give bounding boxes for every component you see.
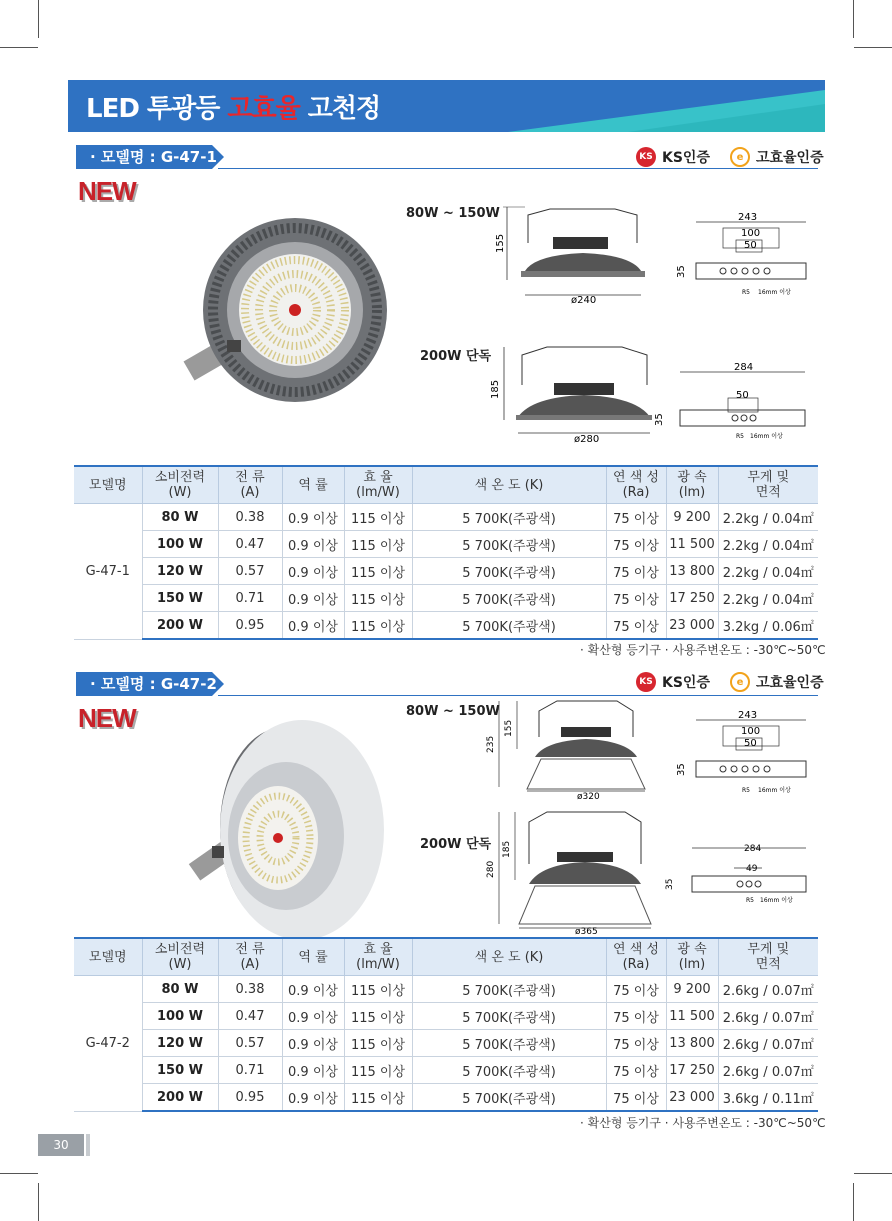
cell: 0.9 이상	[282, 585, 344, 612]
spec-table	[74, 937, 818, 1112]
cell: 115 이상	[344, 976, 412, 1003]
cell: 3.2kg / 0.06㎡	[718, 612, 818, 640]
ks-cert-label: KS인증	[662, 675, 710, 691]
cell: 13 800	[666, 558, 718, 585]
page-header-banner	[68, 80, 825, 132]
dim-width: 284	[734, 362, 754, 373]
bracket-diagram	[668, 210, 818, 300]
title-highlight: 고효율	[227, 94, 300, 124]
col-header-cri: 연 색 성 (Ra)	[606, 466, 666, 504]
dim-width: 50	[744, 240, 757, 251]
cell: 0.9 이상	[282, 612, 344, 640]
dim-width: 284	[744, 844, 762, 854]
cell: 2.2kg / 0.04㎡	[718, 504, 818, 531]
table-row	[74, 585, 818, 612]
cell: 0.38	[218, 504, 282, 531]
cell: 75 이상	[606, 1084, 666, 1112]
cell: 0.9 이상	[282, 1084, 344, 1112]
cell: 5 700K(주광색)	[412, 612, 606, 640]
title-part: 고천정	[299, 94, 381, 124]
col-header-current: 전 류 (A)	[218, 466, 282, 504]
col-header-weight: 무게 및 면적	[718, 466, 818, 504]
col-header-model: 모델명	[74, 466, 142, 504]
efficiency-cert-label: 고효율인증	[755, 675, 824, 691]
ks-mark-icon: KS	[636, 672, 656, 692]
diagram-label: 200W 단독	[420, 837, 492, 852]
cell: 17 250	[666, 1057, 718, 1084]
cell: 5 700K(주광색)	[412, 504, 606, 531]
cell: 150 W	[142, 585, 218, 612]
cell: 115 이상	[344, 1084, 412, 1112]
cell: 9 200	[666, 976, 718, 1003]
dim-height: 35	[654, 413, 665, 426]
dim-note: R5	[736, 433, 744, 440]
cell: 0.9 이상	[282, 558, 344, 585]
cell: 0.9 이상	[282, 1003, 344, 1030]
col-header-cct: 색 온 도 (K)	[412, 938, 606, 976]
cell: 2.2kg / 0.04㎡	[718, 531, 818, 558]
col-header-power: 소비전력 (W)	[142, 938, 218, 976]
product-image	[175, 215, 385, 415]
cell: 5 700K(주광색)	[412, 1084, 606, 1112]
cell: 2.2kg / 0.04㎡	[718, 558, 818, 585]
cell: 115 이상	[344, 558, 412, 585]
cell: 0.9 이상	[282, 504, 344, 531]
dim-note: R5	[742, 289, 750, 296]
cell: 115 이상	[344, 1003, 412, 1030]
cell: 5 700K(주광색)	[412, 976, 606, 1003]
model-cell: G-47-1	[74, 504, 142, 640]
dim-width: 243	[738, 710, 758, 721]
model-cell: G-47-2	[74, 976, 142, 1112]
cell: 2.6kg / 0.07㎡	[718, 976, 818, 1003]
table-row	[74, 612, 818, 640]
dim-width: 50	[736, 390, 749, 401]
cell: 100 W	[142, 531, 218, 558]
side-view-diagram	[485, 808, 655, 936]
col-header-efficiency: 효 율 (lm/W)	[344, 466, 412, 504]
cell: 115 이상	[344, 1030, 412, 1057]
ks-cert-label: KS인증	[662, 150, 710, 166]
cell: 75 이상	[606, 976, 666, 1003]
cell: 80 W	[142, 976, 218, 1003]
cell: 150 W	[142, 1057, 218, 1084]
dim-height: 185	[490, 379, 501, 399]
dim-height: 155	[495, 233, 506, 253]
cell: 0.57	[218, 558, 282, 585]
section-rule	[218, 695, 818, 696]
col-header-current: 전 류 (A)	[218, 938, 282, 976]
col-header-power: 소비전력 (W)	[142, 466, 218, 504]
cell: 200 W	[142, 1084, 218, 1112]
cell: 120 W	[142, 1030, 218, 1057]
cell: 0.71	[218, 585, 282, 612]
cell: 0.9 이상	[282, 1030, 344, 1057]
dim-height: 155	[504, 719, 514, 737]
spec-table	[74, 465, 818, 640]
cell: 115 이상	[344, 504, 412, 531]
cell: 2.6kg / 0.07㎡	[718, 1003, 818, 1030]
table-row	[74, 976, 818, 1003]
cell: 3.6kg / 0.11㎡	[718, 1084, 818, 1112]
new-badge: NEW	[78, 703, 136, 733]
table-row	[74, 1003, 818, 1030]
col-header-weight: 무게 및 면적	[718, 938, 818, 976]
page-number-accent	[86, 1134, 90, 1156]
cell: 13 800	[666, 1030, 718, 1057]
diagram-label: 80W ~ 150W	[406, 206, 500, 221]
cell: 0.47	[218, 531, 282, 558]
crop-mark	[38, 1183, 39, 1221]
ks-mark-icon: KS	[636, 147, 656, 167]
table-row	[74, 504, 818, 531]
cell: 0.57	[218, 1030, 282, 1057]
cell: 100 W	[142, 1003, 218, 1030]
col-header-model: 모델명	[74, 938, 142, 976]
cell: 115 이상	[344, 531, 412, 558]
cell: 75 이상	[606, 1030, 666, 1057]
cell: 75 이상	[606, 1057, 666, 1084]
footnote: · 확산형 등기구 · 사용주변온도 : -30℃~50℃	[580, 1116, 826, 1130]
page-number: 30	[38, 1134, 84, 1156]
cell: 0.95	[218, 612, 282, 640]
dim-height: 280	[486, 860, 496, 878]
crop-mark	[0, 1173, 38, 1174]
crop-mark	[853, 0, 854, 38]
table-row	[74, 558, 818, 585]
col-header-lumen: 광 속 (lm)	[666, 466, 718, 504]
cell: 75 이상	[606, 558, 666, 585]
dim-diameter: ø280	[574, 434, 600, 445]
diagram-label: 200W 단독	[420, 349, 492, 364]
efficiency-cert-label: 고효율인증	[755, 150, 824, 166]
cell: 0.9 이상	[282, 976, 344, 1003]
cell: 0.9 이상	[282, 1057, 344, 1084]
cell: 75 이상	[606, 504, 666, 531]
product-image	[182, 718, 382, 943]
cell: 5 700K(주광색)	[412, 1030, 606, 1057]
table-row	[74, 1084, 818, 1112]
cell: 2.2kg / 0.04㎡	[718, 585, 818, 612]
cell: 5 700K(주광색)	[412, 558, 606, 585]
cell: 75 이상	[606, 1003, 666, 1030]
dim-note: 16mm 이상	[758, 289, 791, 296]
cell: 5 700K(주광색)	[412, 1003, 606, 1030]
model-tag	[76, 145, 240, 169]
dim-width: 243	[738, 212, 758, 223]
cell: 11 500	[666, 1003, 718, 1030]
model-tag	[76, 672, 240, 696]
dim-note: 16mm 이상	[750, 433, 783, 440]
side-view-diagram	[492, 345, 657, 445]
cell: 200 W	[142, 612, 218, 640]
cell: 80 W	[142, 504, 218, 531]
crop-mark	[38, 0, 39, 38]
table-row	[74, 531, 818, 558]
efficiency-mark-icon: e	[730, 147, 750, 167]
dim-height: 35	[676, 265, 687, 278]
cell: 115 이상	[344, 1057, 412, 1084]
dim-width: 100	[741, 228, 761, 239]
dim-width: 50	[744, 738, 757, 749]
cell: 75 이상	[606, 585, 666, 612]
model-tag-label: · 모델명 : G-47-2	[90, 675, 217, 693]
cell: 2.6kg / 0.07㎡	[718, 1030, 818, 1057]
cell: 23 000	[666, 612, 718, 640]
bracket-diagram	[668, 708, 818, 798]
cell: 23 000	[666, 1084, 718, 1112]
cell: 2.6kg / 0.07㎡	[718, 1057, 818, 1084]
cell: 11 500	[666, 531, 718, 558]
model-tag-label: · 모델명 : G-47-1	[90, 148, 217, 166]
side-view-diagram	[495, 205, 650, 305]
dim-width: 100	[741, 726, 761, 737]
cell: 75 이상	[606, 531, 666, 558]
dim-diameter: ø240	[571, 295, 597, 306]
crop-mark	[853, 1183, 854, 1221]
dim-height: 35	[676, 763, 687, 776]
crop-mark	[854, 47, 892, 48]
cell: 17 250	[666, 585, 718, 612]
bracket-diagram	[650, 358, 810, 448]
cell: 0.71	[218, 1057, 282, 1084]
table-row	[74, 1057, 818, 1084]
dim-height: 235	[486, 735, 496, 753]
cell: 0.47	[218, 1003, 282, 1030]
diagram-label: 80W ~ 150W	[406, 704, 500, 719]
section-rule	[218, 168, 818, 169]
title-part: LED 투광등	[86, 94, 228, 124]
new-badge: NEW	[78, 176, 136, 206]
col-header-lumen: 광 속 (lm)	[666, 938, 718, 976]
page-title	[86, 88, 380, 125]
dim-note: R5	[746, 897, 754, 904]
table-row	[74, 1030, 818, 1057]
cell: 0.9 이상	[282, 531, 344, 558]
dim-height: 35	[665, 878, 675, 890]
dim-note: 16mm 이상	[758, 787, 791, 794]
efficiency-mark-icon: e	[730, 672, 750, 692]
dim-note: 16mm 이상	[760, 897, 793, 904]
certifications	[636, 147, 824, 167]
bracket-diagram	[660, 838, 810, 910]
dim-diameter: ø365	[575, 927, 598, 937]
dim-height: 185	[502, 840, 512, 858]
footnote: · 확산형 등기구 · 사용주변온도 : -30℃~50℃	[580, 643, 826, 657]
col-header-cct: 색 온 도 (K)	[412, 466, 606, 504]
dim-note: R5	[742, 787, 750, 794]
dim-width: 49	[746, 864, 758, 874]
cell: 5 700K(주광색)	[412, 1057, 606, 1084]
crop-mark	[0, 47, 38, 48]
col-header-efficiency: 효 율 (lm/W)	[344, 938, 412, 976]
cell: 5 700K(주광색)	[412, 531, 606, 558]
cell: 0.38	[218, 976, 282, 1003]
dim-diameter: ø320	[577, 792, 600, 802]
crop-mark	[854, 1173, 892, 1174]
certifications	[636, 672, 824, 692]
col-header-pf: 역 률	[282, 938, 344, 976]
side-view-diagram	[485, 697, 650, 803]
cell: 9 200	[666, 504, 718, 531]
cell: 75 이상	[606, 612, 666, 640]
cell: 115 이상	[344, 612, 412, 640]
cell: 120 W	[142, 558, 218, 585]
col-header-cri: 연 색 성 (Ra)	[606, 938, 666, 976]
cell: 5 700K(주광색)	[412, 585, 606, 612]
col-header-pf: 역 률	[282, 466, 344, 504]
cell: 115 이상	[344, 585, 412, 612]
cell: 0.95	[218, 1084, 282, 1112]
